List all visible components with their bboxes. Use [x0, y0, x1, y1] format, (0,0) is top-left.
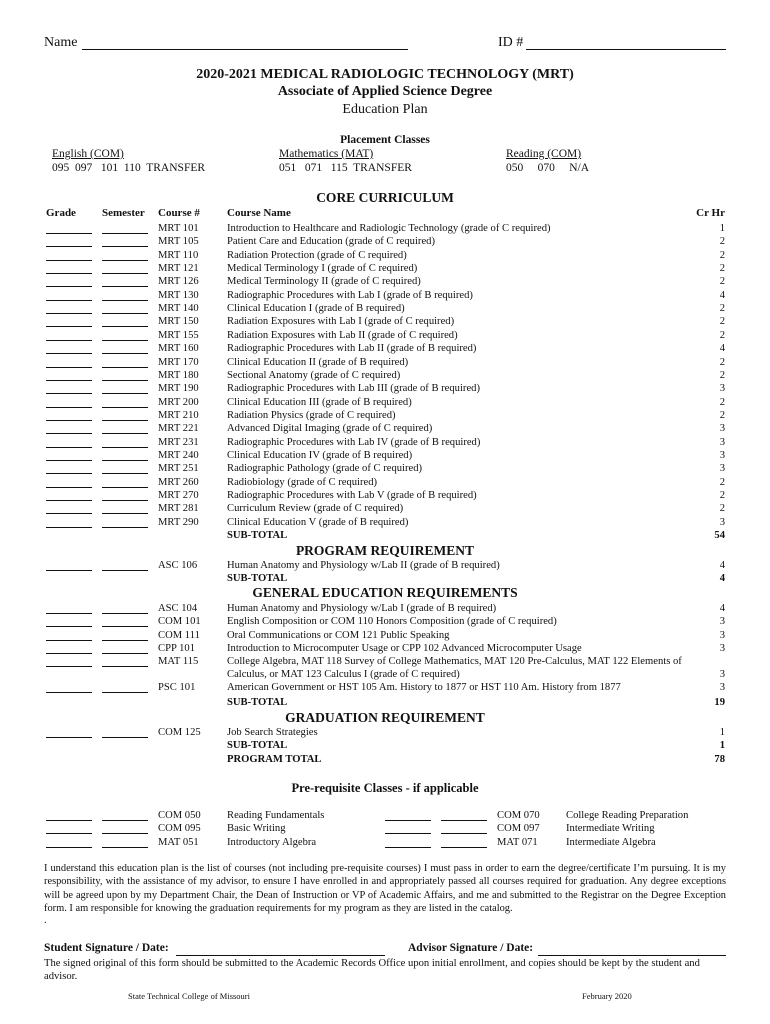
course-code: MRT 150 — [158, 316, 199, 328]
course-row — [0, 502, 770, 515]
gened-subtotal-value: 19 — [714, 697, 725, 708]
semester-field[interactable] — [441, 820, 487, 821]
math-placement-values: 051 071 115 TRANSFER — [279, 162, 412, 174]
course-credits: 2 — [719, 409, 725, 421]
course-code: MRT 210 — [158, 409, 199, 421]
grade-field[interactable] — [46, 527, 92, 528]
course-credits: 2 — [719, 503, 725, 515]
course-name: Medical Terminology II (grade of C required) — [227, 276, 421, 288]
prereq-code: COM 095 — [158, 823, 201, 835]
grade-field[interactable] — [46, 666, 92, 667]
semester-field[interactable] — [102, 473, 148, 474]
course-row — [0, 602, 770, 615]
semester-field[interactable] — [102, 313, 148, 314]
grade-field[interactable] — [46, 653, 92, 654]
course-name: Sectional Anatomy (grade of C required) — [227, 369, 401, 381]
grade-field[interactable] — [46, 513, 92, 514]
semester-field[interactable] — [102, 273, 148, 274]
course-code: MRT 240 — [158, 449, 199, 461]
course-name: Human Anatomy and Physiology w/Lab II (grade of B required) — [227, 560, 500, 571]
semester-field[interactable] — [102, 367, 148, 368]
semester-field[interactable] — [102, 300, 148, 301]
course-name: Radiographic Procedures with Lab II (grade of B required) — [227, 343, 477, 355]
program-subtotal-row — [0, 572, 770, 585]
course-row — [0, 642, 770, 655]
course-code: PSC 101 — [158, 682, 196, 693]
semester-field[interactable] — [102, 500, 148, 501]
course-code: MRT 170 — [158, 356, 199, 368]
course-code: MRT 126 — [158, 276, 199, 288]
course-code: MRT 221 — [158, 423, 199, 435]
grade-field[interactable] — [46, 640, 92, 641]
semester-field[interactable] — [102, 847, 148, 848]
course-credits: 2 — [719, 369, 725, 381]
course-name: Clinical Education IV (grade of B required) — [227, 449, 413, 461]
course-code: MRT 121 — [158, 263, 199, 275]
graduation-subtotal-label: SUB-TOTAL — [227, 740, 288, 751]
graduation-requirement-heading: GRADUATION REQUIREMENT — [285, 710, 485, 725]
course-credits: 2 — [719, 356, 725, 368]
course-credits: 1 — [719, 727, 725, 738]
course-name: Radiobiology (grade of C required) — [227, 476, 378, 488]
form-date: February 2020 — [582, 991, 632, 1001]
course-name: Introduction to Healthcare and Radiologic Technology (grade of C required) — [227, 223, 551, 234]
semester-field[interactable] — [102, 353, 148, 354]
id-label: ID # — [498, 35, 524, 50]
course-credits: 3 — [719, 629, 725, 641]
course-name: American Government or HST 105 Am. History to 1877 or HST 110 Am. History from 1877 — [227, 682, 621, 693]
semester-field[interactable] — [102, 420, 148, 421]
degree-subtitle: Associate of Applied Science Degree — [277, 84, 493, 99]
semester-field[interactable] — [102, 666, 148, 667]
prereq-code: COM 097 — [497, 823, 540, 835]
course-name: Radiographic Pathology (grade of C required) — [227, 463, 423, 475]
semester-field[interactable] — [102, 527, 148, 528]
grade-field[interactable] — [46, 737, 92, 738]
course-name: Job Search Strategies — [227, 727, 318, 738]
english-placement-label: English (COM) — [52, 148, 124, 160]
semester-field[interactable] — [102, 286, 148, 287]
course-code: MRT 231 — [158, 436, 199, 448]
student-signature-label: Student Signature / Date: — [44, 942, 169, 954]
grade-field[interactable] — [46, 393, 92, 394]
semester-field[interactable] — [102, 233, 148, 234]
semester-field[interactable] — [102, 433, 148, 434]
course-row — [0, 342, 770, 355]
grade-field[interactable] — [46, 300, 92, 301]
course-credits: 3 — [719, 516, 725, 528]
course-code: MRT 160 — [158, 343, 199, 355]
course-credits: 2 — [719, 490, 725, 501]
gened-mat-row-cont — [0, 668, 770, 681]
semester-field[interactable] — [441, 847, 487, 848]
grade-field[interactable] — [46, 460, 92, 461]
advisor-signature-label: Advisor Signature / Date: — [408, 942, 534, 954]
course-row — [0, 315, 770, 328]
course-credits: 3 — [719, 669, 725, 680]
course-code: MRT 180 — [158, 369, 199, 381]
course-row — [0, 629, 770, 642]
course-row — [0, 222, 770, 235]
course-name: Medical Terminology I (grade of C required) — [227, 263, 418, 275]
semester-field[interactable] — [102, 653, 148, 654]
course-name: Radiographic Procedures with Lab I (grade of B required) — [227, 289, 473, 301]
grade-field[interactable] — [46, 313, 92, 314]
semester-field[interactable] — [441, 833, 487, 834]
course-row — [0, 409, 770, 422]
grade-field[interactable] — [46, 692, 92, 693]
semester-field[interactable] — [102, 340, 148, 341]
semester-field[interactable] — [102, 393, 148, 394]
semester-field[interactable] — [102, 460, 148, 461]
course-credits: 1 — [719, 223, 725, 234]
course-code: MRT 130 — [158, 289, 199, 301]
course-name: Human Anatomy and Physiology w/Lab I (grade of B required) — [227, 603, 497, 614]
semester-field[interactable] — [102, 326, 148, 327]
course-name: Radiographic Procedures with Lab IV (grade of B required) — [227, 436, 481, 448]
course-name: Clinical Education II (grade of B required) — [227, 356, 409, 368]
course-row — [0, 275, 770, 288]
id-field[interactable] — [526, 49, 726, 50]
course-row — [0, 436, 770, 449]
course-code: MAT 115 — [158, 656, 199, 667]
semester-field[interactable] — [102, 833, 148, 834]
math-placement-label: Mathematics (MAT) — [279, 148, 374, 160]
course-credits: 4 — [719, 289, 725, 301]
prereq-name: Basic Writing — [227, 823, 286, 835]
course-credits: 2 — [719, 476, 725, 488]
course-credits: 3 — [719, 616, 725, 628]
grade-field[interactable] — [46, 380, 92, 381]
col-grade: Grade — [46, 207, 76, 219]
semester-field[interactable] — [102, 626, 148, 627]
graduation-course-row — [0, 726, 770, 739]
name-label: Name — [44, 35, 78, 50]
semester-field[interactable] — [102, 260, 148, 261]
course-row — [0, 489, 770, 502]
english-placement-values: 095 097 101 110 TRANSFER — [52, 162, 206, 174]
course-code: MRT 190 — [158, 383, 199, 395]
gened-subtotal-label: SUB-TOTAL — [227, 697, 288, 708]
course-credits: 3 — [719, 436, 725, 448]
col-credit-hours: Cr Hr — [696, 207, 725, 219]
core-curriculum-heading: CORE CURRICULUM — [316, 190, 454, 205]
course-code: MRT 155 — [158, 329, 199, 341]
course-row — [0, 422, 770, 435]
education-plan-heading: Education Plan — [342, 102, 428, 117]
college-name: State Technical College of Missouri — [128, 991, 251, 1001]
program-course-row — [0, 559, 770, 572]
course-row — [0, 302, 770, 315]
course-row — [0, 516, 770, 529]
course-name: Oral Communications or COM 121 Public Speaking — [227, 629, 450, 641]
grade-field[interactable] — [46, 500, 92, 501]
course-code: COM 111 — [158, 629, 200, 641]
grade-field[interactable] — [46, 447, 92, 448]
program-total-row — [0, 753, 770, 766]
course-code: COM 101 — [158, 616, 201, 628]
course-credits: 3 — [719, 383, 725, 395]
course-code: COM 125 — [158, 727, 201, 738]
course-row — [0, 235, 770, 248]
grade-field[interactable] — [385, 820, 431, 821]
course-code: MRT 101 — [158, 223, 199, 234]
prereq-name: Introductory Algebra — [227, 836, 317, 848]
general-education-heading: GENERAL EDUCATION REQUIREMENTS — [252, 585, 518, 600]
program-subtotal-value: 4 — [719, 573, 725, 584]
col-course-name: Course Name — [227, 207, 291, 219]
prereq-name: Intermediate Algebra — [566, 836, 656, 848]
semester-field[interactable] — [102, 487, 148, 488]
course-row — [0, 289, 770, 302]
grade-field[interactable] — [46, 433, 92, 434]
course-code: MRT 260 — [158, 476, 199, 488]
course-name: Radiation Exposures with Lab I (grade of C required) — [227, 316, 455, 328]
name-field[interactable] — [82, 49, 408, 50]
course-credits: 2 — [719, 236, 725, 248]
program-title: 2020-2021 MEDICAL RADIOLOGIC TECHNOLOGY (MRT) — [196, 67, 574, 82]
grade-field[interactable] — [46, 340, 92, 341]
course-code: MRT 281 — [158, 503, 199, 515]
course-credits: 3 — [719, 449, 725, 461]
course-credits: 3 — [719, 642, 725, 654]
course-row — [0, 249, 770, 262]
grade-field[interactable] — [46, 420, 92, 421]
grade-field[interactable] — [46, 260, 92, 261]
course-credits: 2 — [719, 263, 725, 275]
semester-field[interactable] — [102, 640, 148, 641]
graduation-subtotal-row — [0, 739, 770, 752]
advisor-signature-field[interactable] — [538, 955, 726, 956]
course-credits: 2 — [719, 329, 725, 341]
semester-field[interactable] — [102, 613, 148, 614]
course-name: Radiation Physics (grade of C required) — [227, 409, 396, 421]
course-credits: 3 — [719, 463, 725, 475]
course-row — [0, 329, 770, 342]
course-row — [0, 615, 770, 628]
grade-field[interactable] — [46, 407, 92, 408]
student-signature-field[interactable] — [176, 955, 385, 956]
grade-field[interactable] — [46, 233, 92, 234]
col-semester: Semester — [102, 207, 145, 219]
core-subtotal-row — [0, 529, 770, 542]
program-requirement-heading: PROGRAM REQUIREMENT — [295, 543, 475, 558]
grade-field[interactable] — [385, 847, 431, 848]
prereq-name: Intermediate Writing — [566, 823, 655, 835]
gened-psc-row — [0, 681, 770, 694]
course-code: MRT 290 — [158, 516, 199, 528]
course-name: Radiation Protection (grade of C required) — [227, 249, 407, 261]
semester-field[interactable] — [102, 513, 148, 514]
course-code: MRT 140 — [158, 303, 199, 315]
semester-field[interactable] — [102, 380, 148, 381]
grade-field[interactable] — [46, 286, 92, 287]
course-code: MRT 105 — [158, 236, 199, 248]
course-name: Curriculum Review (grade of C required) — [227, 503, 404, 515]
semester-field[interactable] — [102, 407, 148, 408]
grade-field[interactable] — [46, 473, 92, 474]
grade-field[interactable] — [46, 613, 92, 614]
course-row — [0, 396, 770, 409]
course-row — [0, 356, 770, 369]
course-name: College Algebra, MAT 118 Survey of College Mathematics, MAT 120 Pre-Calculus, MAT 122 Elements of — [227, 656, 682, 667]
course-credits: 2 — [719, 396, 725, 408]
course-credits: 2 — [719, 249, 725, 261]
course-code: MRT 270 — [158, 490, 199, 501]
grade-field[interactable] — [46, 626, 92, 627]
prereq-name: College Reading Preparation — [566, 810, 689, 821]
col-course-number: Course # — [158, 207, 200, 219]
core-subtotal-label: SUB-TOTAL — [227, 530, 288, 541]
prerequisite-heading: Pre-requisite Classes - if applicable — [291, 781, 479, 795]
course-credits: 2 — [719, 316, 725, 328]
semester-field[interactable] — [102, 737, 148, 738]
course-name: Radiation Exposures with Lab II (grade of C required) — [227, 329, 458, 341]
course-code: MRT 251 — [158, 463, 199, 475]
course-credits: 2 — [719, 276, 725, 288]
semester-field[interactable] — [102, 447, 148, 448]
course-code: ASC 106 — [158, 560, 198, 571]
prereq-code: MAT 071 — [497, 836, 538, 848]
course-row — [0, 476, 770, 489]
acknowledgement-statement: I understand this education plan is the list of courses (not including pre-requisite courses) I must pass in order to earn the degree/certificate I’m pursuing. It is my responsibility, with the assistance of my advisor, to ensure I have enrolled in and appropriately passed all courses required for graduation. Any degree exceptions will be agreed upon by my Department Chair, the Dean of Instruction or VP of Academic Affairs, and me and submitted to the Registrar on the Degree Exception form. I am responsible for knowing the graduation requirements for my program as they are listed in the catalog. — [44, 863, 726, 915]
course-code: CPP 101 — [158, 642, 195, 654]
course-name: Advanced Digital Imaging (grade of C required) — [227, 423, 433, 435]
reading-placement-values: 050 070 N/A — [506, 162, 590, 174]
course-credits: 3 — [719, 682, 725, 693]
grade-field[interactable] — [46, 487, 92, 488]
course-code: MRT 200 — [158, 396, 199, 408]
submission-note: The signed original of this form should be submitted to the Academic Records Office upon initial enrollment, and copies should be kept by the student and advisor. — [44, 958, 700, 983]
grade-field[interactable] — [46, 847, 92, 848]
core-subtotal-value: 54 — [714, 530, 725, 541]
course-credits: 4 — [719, 560, 725, 571]
course-credits: 2 — [719, 303, 725, 315]
prereq-code: COM 050 — [158, 810, 201, 821]
prereq-code: MAT 051 — [158, 836, 199, 848]
course-name: English Composition or COM 110 Honors Composition (grade of C required) — [227, 616, 557, 628]
course-credits: 3 — [719, 423, 725, 435]
course-name: Clinical Education V (grade of B required) — [227, 516, 409, 528]
semester-field[interactable] — [102, 820, 148, 821]
course-credits: 4 — [719, 343, 725, 355]
graduation-subtotal-value: 1 — [719, 740, 725, 751]
course-row — [0, 462, 770, 475]
semester-field[interactable] — [102, 570, 148, 571]
program-total-label: PROGRAM TOTAL — [227, 754, 322, 765]
gened-mat-row — [0, 655, 770, 668]
program-subtotal-label: SUB-TOTAL — [227, 573, 288, 584]
course-row — [0, 262, 770, 275]
grade-field[interactable] — [46, 820, 92, 821]
course-name: Clinical Education III (grade of B required) — [227, 396, 412, 408]
course-row — [0, 369, 770, 382]
course-row — [0, 449, 770, 462]
grade-field[interactable] — [385, 833, 431, 834]
course-code: MRT 110 — [158, 249, 199, 261]
statement-trailing-dot: . — [44, 915, 47, 926]
grade-field[interactable] — [46, 273, 92, 274]
grade-field[interactable] — [46, 246, 92, 247]
grade-field[interactable] — [46, 326, 92, 327]
course-name: Radiographic Procedures with Lab III (grade of B required) — [227, 383, 480, 395]
course-credits: 4 — [719, 603, 725, 614]
placement-heading: Placement Classes — [340, 134, 430, 146]
course-name: Patient Care and Education (grade of C required) — [227, 236, 435, 248]
program-total-value: 78 — [714, 754, 725, 765]
prereq-name: Reading Fundamentals — [227, 810, 325, 821]
prereq-code: COM 070 — [497, 810, 540, 821]
grade-field[interactable] — [46, 570, 92, 571]
semester-field[interactable] — [102, 692, 148, 693]
grade-field[interactable] — [46, 833, 92, 834]
course-row — [0, 382, 770, 395]
course-code: ASC 104 — [158, 603, 198, 614]
grade-field[interactable] — [46, 367, 92, 368]
semester-field[interactable] — [102, 246, 148, 247]
course-name: Clinical Education I (grade of B required) — [227, 303, 405, 315]
grade-field[interactable] — [46, 353, 92, 354]
gened-subtotal-row — [0, 696, 770, 709]
course-name: Radiographic Procedures with Lab V (grade of B required) — [227, 490, 477, 501]
course-name-continued: Calculus, or MAT 123 Calculus I (grade of C required) — [227, 669, 460, 680]
course-name: Introduction to Microcomputer Usage or CPP 102 Advanced Microcomputer Usage — [227, 642, 582, 654]
reading-placement-label: Reading (COM) — [506, 148, 582, 160]
